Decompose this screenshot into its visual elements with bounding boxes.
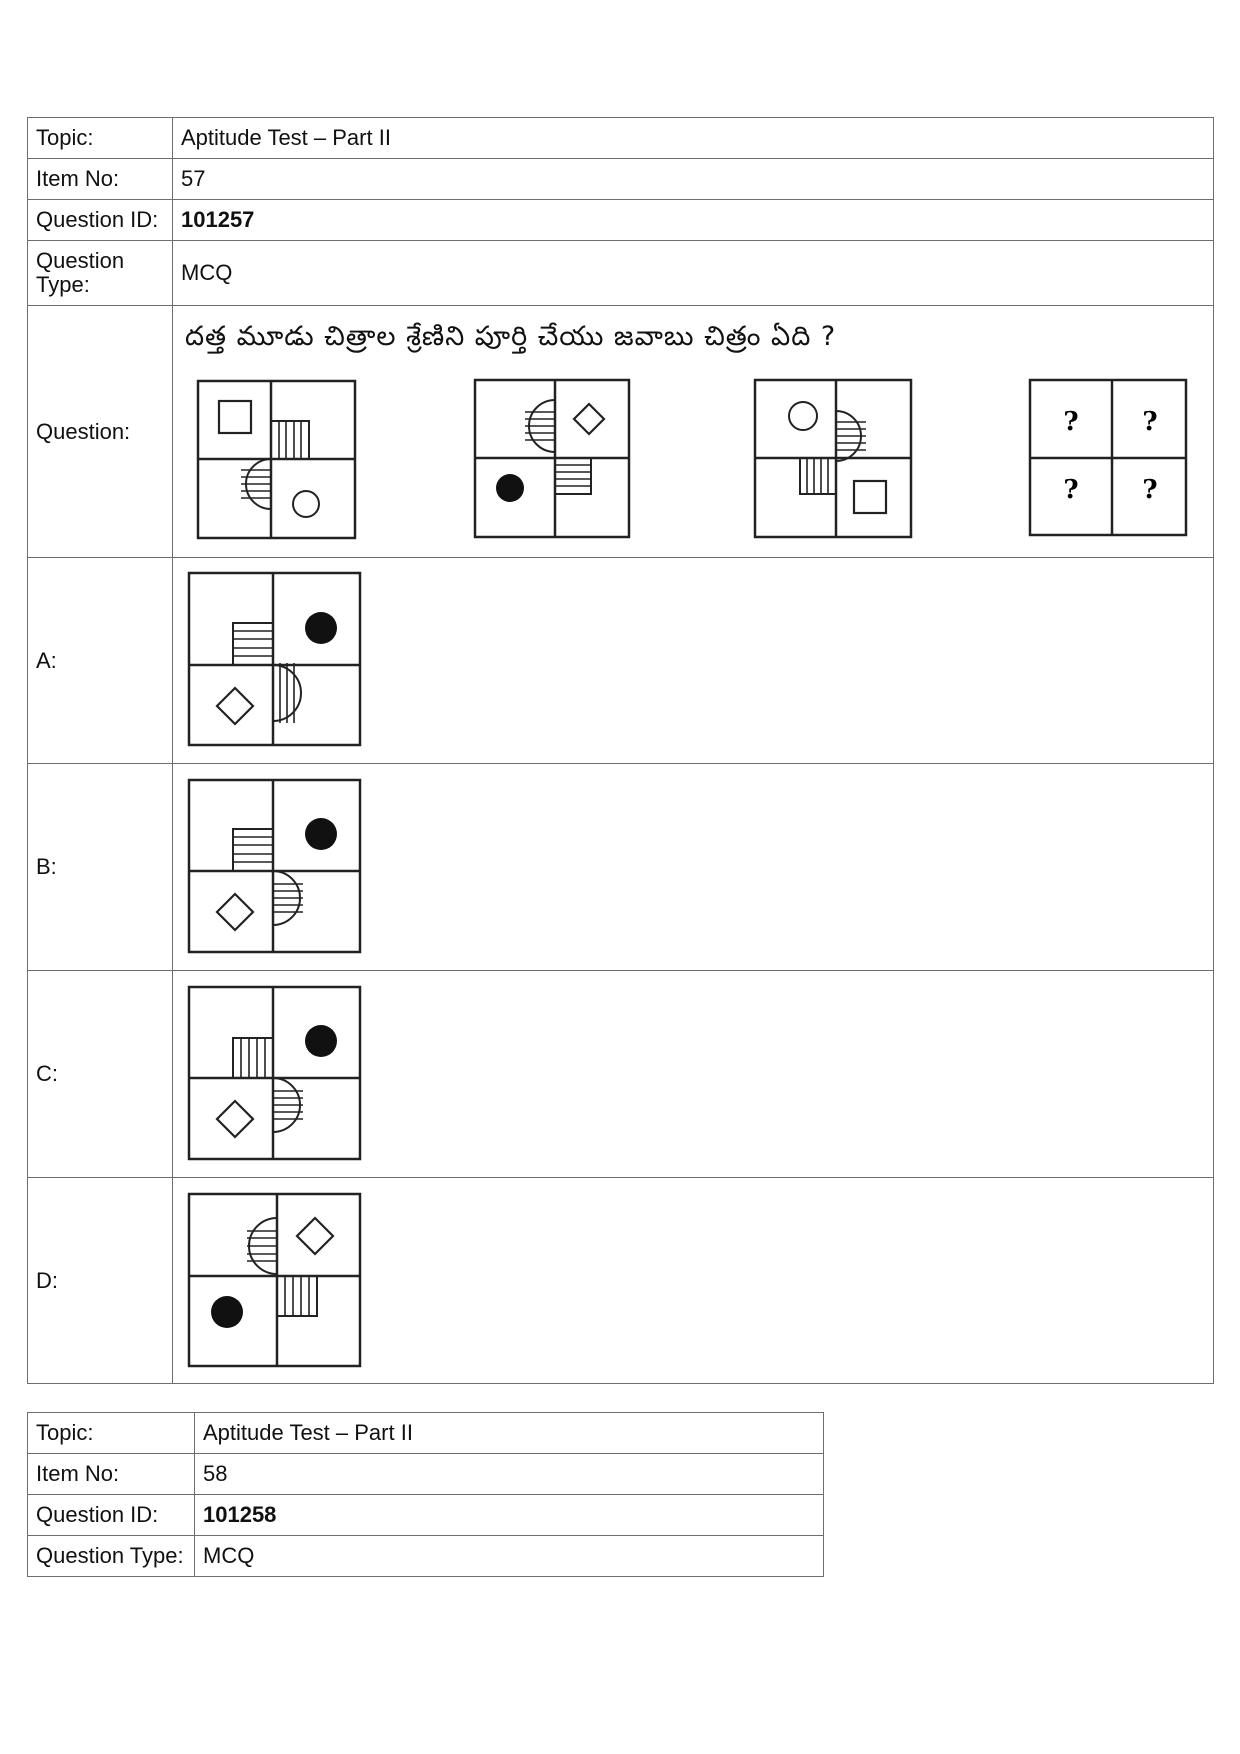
- series-figure-1: [198, 381, 355, 538]
- series-figure-3: [755, 380, 911, 537]
- option-b-figure[interactable]: [173, 764, 373, 970]
- option-d-figure[interactable]: [173, 1178, 373, 1383]
- question-label: Question:: [28, 306, 173, 558]
- question-type-value: MCQ: [173, 241, 1214, 306]
- question-text: దత్త మూడు చిత్రాల శ్రేణిని పూర్తి చేయు జవాబు చిత్రం ఏది ?: [185, 321, 837, 352]
- topic-label: Topic:: [28, 1413, 195, 1454]
- topic-value: Aptitude Test – Part II: [195, 1413, 824, 1454]
- question-id-value: 101257: [173, 200, 1214, 241]
- unknown-mark-1: ?: [1063, 407, 1079, 437]
- unknown-mark-2: ?: [1142, 407, 1158, 437]
- item-no-value: 58: [195, 1454, 824, 1495]
- series-figure-unknown: [1030, 380, 1186, 535]
- unknown-mark-3: ?: [1063, 475, 1079, 505]
- question-type-label: Question Type:: [28, 1536, 195, 1577]
- question-58-table: [27, 1412, 824, 1577]
- question-type-label: Question Type:: [28, 241, 173, 306]
- question-id-label: Question ID:: [28, 200, 173, 241]
- option-a-label: A:: [28, 558, 173, 764]
- unknown-mark-4: ?: [1142, 475, 1158, 505]
- question-id-label: Question ID:: [28, 1495, 195, 1536]
- option-c-figure[interactable]: [173, 971, 373, 1177]
- question-id-value: 101258: [195, 1495, 824, 1536]
- option-a-figure[interactable]: [173, 558, 373, 763]
- option-b-label: B:: [28, 764, 173, 971]
- option-d-label: D:: [28, 1178, 173, 1384]
- series-figure-2: [475, 380, 629, 537]
- topic-value: Aptitude Test – Part II: [173, 118, 1214, 159]
- topic-label: Topic:: [28, 118, 173, 159]
- item-no-value: 57: [173, 159, 1214, 200]
- item-no-label: Item No:: [28, 159, 173, 200]
- question-figure-series: [173, 364, 1213, 554]
- question-type-value: MCQ: [195, 1536, 824, 1577]
- item-no-label: Item No:: [28, 1454, 195, 1495]
- option-c-label: C:: [28, 971, 173, 1178]
- question-57-table: [27, 117, 1214, 1384]
